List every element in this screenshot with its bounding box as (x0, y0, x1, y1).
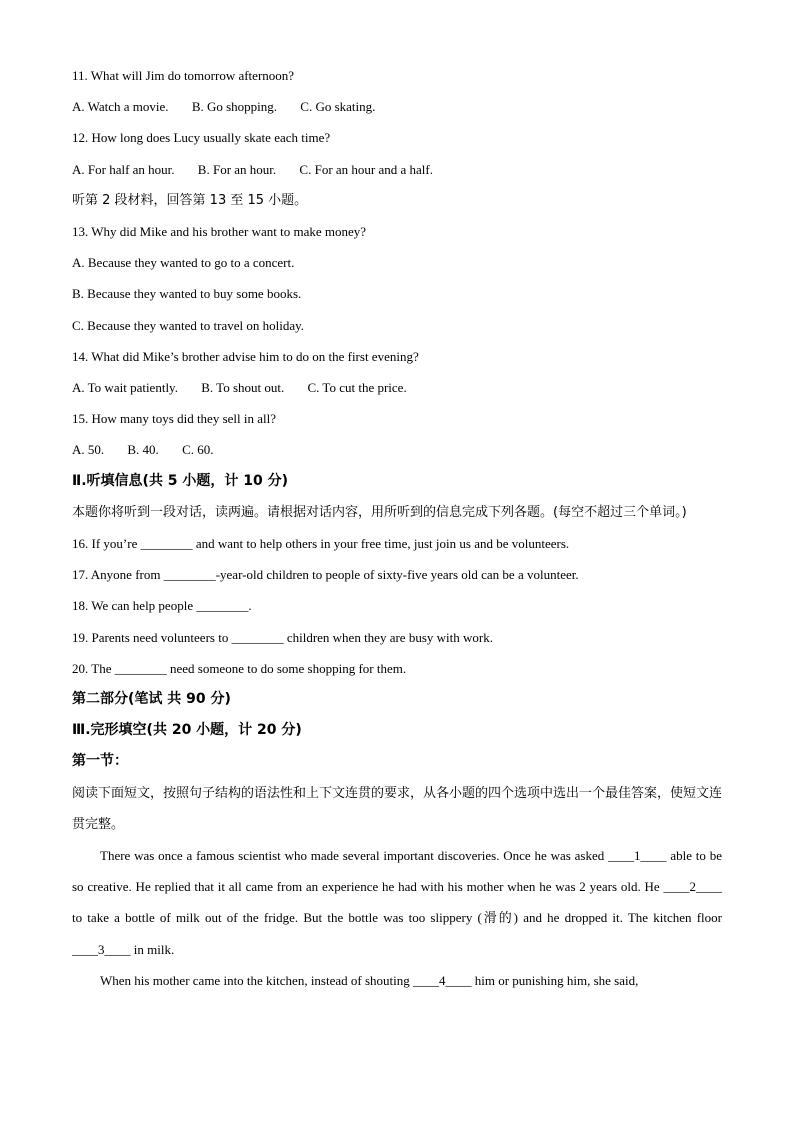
passage-paragraph-1: There was once a famous scientist who made several important discoveries. Once he was asked ____1____ able to be so creative. He replied that it all came from an experience he had with his mother when he was 2 years old. He ____2____ to take a bottle of milk out of the fridge. But the bottle was too slippery (滑的) and he dropped it. The kitchen floor ____3____ in milk. (72, 848, 722, 957)
option-c: C. Go skating. (300, 99, 376, 115)
option-a: A. To wait patiently. (72, 380, 178, 396)
question-11-options (72, 91, 722, 122)
question-12-stem: 12. How long does Lucy usually skate each time? (72, 130, 331, 146)
question-13-option-c: C. Because they wanted to travel on holiday. (72, 317, 305, 333)
fill-question-16: 16. If you’re ________ and want to help others in your free time, just join us and be volunteers. (72, 536, 570, 552)
option-a: A. Watch a movie. (72, 99, 169, 115)
part-2-heading: Ⅱ.听填信息(共 5 小题，计 10 分) (72, 472, 289, 489)
part-3-heading: Ⅲ.完形填空(共 20 小题，计 20 分) (72, 722, 302, 739)
question-13-option-a: A. Because they wanted to go to a concert. (72, 255, 295, 271)
option-a: A. 50. (72, 442, 105, 458)
question-13-option-b: B. Because they wanted to buy some books. (72, 286, 302, 302)
question-15-options (72, 434, 722, 465)
option-c: C. For an hour and a half. (299, 161, 434, 177)
section-1-instruction: 阅读下面短文，按照句子结构的语法性和上下文连贯的要求，从各小题的四个选项中选出一个最佳答案，使短文连贯完整。 (72, 785, 723, 832)
fill-question-18: 18. We can help people ________. (72, 598, 252, 614)
question-12-options (72, 154, 722, 185)
question-13-stem: 13. Why did Mike and his brother want to make money? (72, 224, 367, 240)
option-a: A. For half an hour. (72, 161, 175, 177)
exam-page (72, 60, 722, 996)
question-14-options (72, 372, 722, 403)
option-b: B. 40. (127, 442, 159, 458)
fill-question-19: 19. Parents need volunteers to ________ children when they are busy with work. (72, 629, 493, 645)
written-part-heading: 第二部分(笔试 共 90 分) (72, 691, 231, 708)
question-14-stem: 14. What did Mike’s brother advise him to do on the first evening? (72, 348, 419, 364)
question-11-stem: 11. What will Jim do tomorrow afternoon? (72, 68, 295, 83)
option-c: C. 60. (182, 442, 214, 458)
option-c: C. To cut the price. (307, 380, 407, 396)
section-1-label: 第一节： (72, 753, 128, 770)
section-2-instruction: 听第 2 段材料，回答第 13 至 15 小题。 (72, 192, 308, 208)
fill-question-17: 17. Anyone from ________-year-old children to people of sixty-five years old can be a volunteer. (72, 567, 579, 583)
fill-question-20: 20. The ________ need someone to do some shopping for them. (72, 660, 407, 676)
option-b: B. Go shopping. (191, 99, 278, 115)
question-15-stem: 15. How many toys did they sell in all? (72, 411, 277, 427)
part-2-instruction: 本题你将听到一段对话，读两遍。请根据对话内容，用所听到的信息完成下列各题。(每空不超过三个单词。) (72, 504, 687, 520)
option-b: B. To shout out. (201, 380, 285, 396)
option-b: B. For an hour. (197, 161, 277, 177)
passage-paragraph-2: When his mother came into the kitchen, instead of shouting ____4____ him or punishing him, she said, (100, 972, 639, 988)
